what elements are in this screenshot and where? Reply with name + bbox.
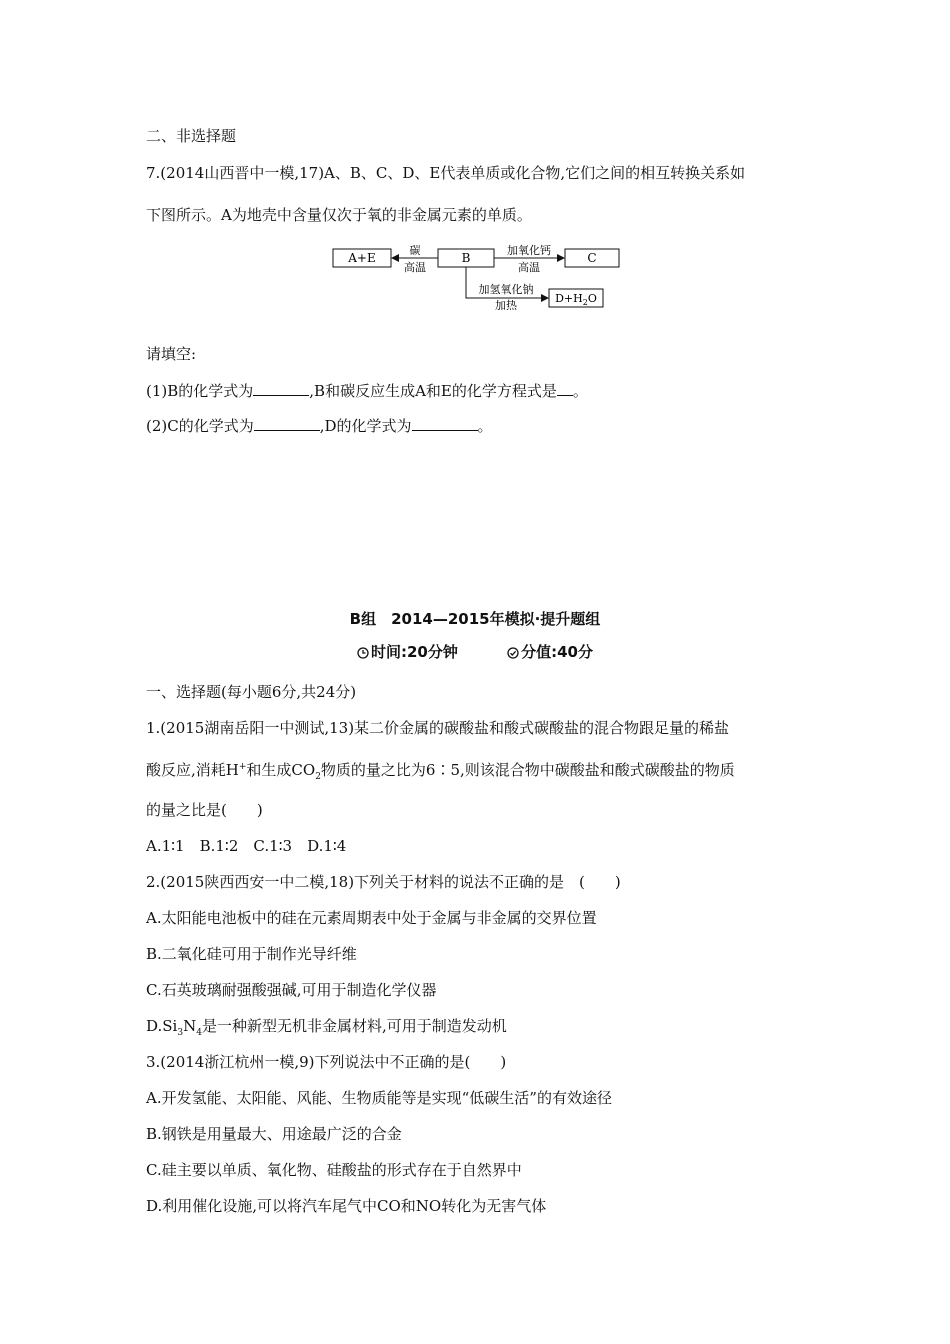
check-circle-icon — [507, 647, 519, 659]
group-b-meta — [0, 642, 950, 662]
score-info: 分值:40分 — [507, 642, 593, 662]
arrow2-top-label: 加氧化钙 — [507, 244, 551, 257]
q3-option-d: D.利用催化设施,可以将汽车尾气中CO和NO转化为无害气体 — [146, 1197, 547, 1215]
q7-sub1: (1)B的化学式为 ,B和碳反应生成A和E的化学方程式是 。 — [146, 382, 588, 400]
clock-icon — [357, 647, 369, 659]
box-c-label: C — [587, 251, 597, 265]
answer-blank[interactable] — [254, 415, 320, 431]
q2-stem: 2.(2015陕西西安一中二模,18)下列关于材料的说法不正确的是 ( ) — [146, 873, 621, 891]
q2-option-c: C.石英玻璃耐强酸强碱,可用于制造化学仪器 — [146, 981, 437, 999]
arrow2-bottom-label: 高温 — [518, 261, 540, 274]
arrow1-bottom-label: 高温 — [404, 261, 426, 274]
answer-blank[interactable] — [412, 415, 478, 431]
box-d-h2o-label: $D+H_2O$ — [555, 292, 597, 307]
q2-option-b: B.二氧化硅可用于制作光导纤维 — [146, 945, 357, 963]
q7-stem-line1: 7.(2014山西晋中一模,17)A、B、C、D、E代表单质或化合物,它们之间的相互转换关系如 — [146, 164, 746, 182]
q3-option-c: C.硅主要以单质、氧化物、硅酸盐的形式存在于自然界中 — [146, 1161, 522, 1179]
q1-stem-line2: 酸反应,消耗H+和生成$CO_2$物质的量之比为6∶5,则该混合物中碳酸盐和酸式碳酸盐的物质 — [146, 761, 735, 782]
arrow3-bottom-label: 加热 — [495, 299, 517, 310]
box-a-e-label: A+E — [348, 251, 376, 265]
section-heading-nonchoice: 二、非选择题 — [146, 127, 237, 145]
q1-options: A.1∶1 B.1∶2 C.1∶3 D.1∶4 — [146, 837, 347, 855]
q7-sub2: (2)C的化学式为 ,D的化学式为 。 — [146, 417, 493, 435]
q1-stem-line1: 1.(2015湖南岳阳一中测试,13)某二价金属的碳酸盐和酸式碳酸盐的混合物跟足量的稀盐 — [146, 719, 730, 737]
q3-option-b: B.钢铁是用量最大、用途最广泛的合金 — [146, 1125, 402, 1143]
conversion-diagram — [330, 244, 630, 310]
arrow3-top-label: 加氢氧化钠 — [478, 283, 534, 296]
group-b-title: B组 2014—2015年模拟·提升题组 — [349, 610, 601, 628]
q3-option-a: A.开发氢能、太阳能、风能、生物质能等是实现“低碳生活”的有效途径 — [146, 1089, 612, 1107]
q7-stem-line2: 下图所示。A为地壳中含量仅次于氧的非金属元素的单质。 — [146, 206, 532, 224]
answer-blank[interactable] — [253, 380, 309, 396]
q2-option-d: $D.Si_3N_4$是一种新型无机非金属材料,可用于制造发动机 — [146, 1017, 507, 1038]
fill-prompt: 请填空: — [146, 345, 197, 363]
section-heading-choice: 一、选择题(每小题6分,共24分) — [146, 683, 357, 701]
time-info: 时间:20分钟 — [357, 642, 458, 662]
q3-stem: 3.(2014浙江杭州一模,9)下列说法中不正确的是( ) — [146, 1053, 507, 1071]
answer-blank[interactable] — [557, 380, 573, 396]
q1-stem-line3: 的量之比是( ) — [146, 801, 263, 819]
q2-option-a: A.太阳能电池板中的硅在元素周期表中处于金属与非金属的交界位置 — [146, 909, 597, 927]
box-b-label: B — [461, 251, 471, 265]
arrow1-top-label: 碳 — [409, 244, 421, 257]
